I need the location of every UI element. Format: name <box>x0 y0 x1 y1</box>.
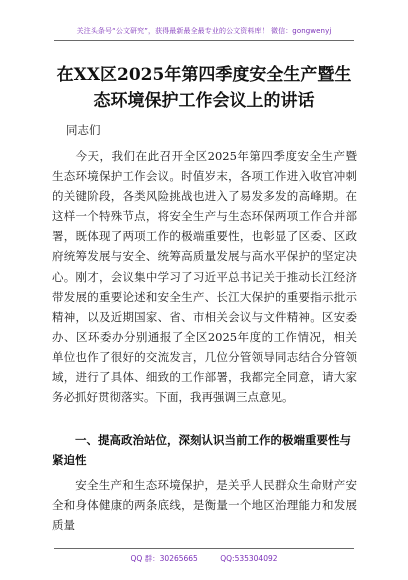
footer-qq: QQ:535304092 <box>220 554 278 563</box>
footer <box>0 553 408 564</box>
body-paragraph-1 <box>52 146 357 407</box>
footer-qq-group: QQ 群：30265665 <box>130 554 198 563</box>
body-paragraph-1-text: 今天，我们在此召开全区2025年第四季度安全生产暨生态环境保护工作会议。时值岁末，各项工作进入收官冲刺的关键阶段，各类风险挑战也进入了易发多发的高峰期。在这样一个特殊节点，将安全生产与生态环保两项工作合并部署，既体现了两项工作的极端重要性，也彰显了区委、区政府统筹发展与安全、统筹高质量发展与高水平保护的坚定决心。刚才，会议集中学习了习近平总书记关于推动长江经济带发展的重要论述和安全生产、长江大保护的重要指示批示精神，以及近期国家、省、市相关会议与文件精神。区安委办、区环委办分别通报了全区2025年度的工作情况，相关单位也作了很好的交流发言，几位分管领导同志结合分管领域，进行了具体、细致的工作部署，我都完全同意，请大家务必抓好贯彻落实。下面，我再强调三点意见。 <box>52 149 357 405</box>
section-heading-1-text: 一、提高政治站位，深刻认识当前工作的极端重要性与紧迫性 <box>52 433 351 467</box>
body-paragraph-2 <box>52 475 357 535</box>
title-line-2: 态环境保护工作会议上的讲话 <box>93 91 315 111</box>
header-note: 关注头条号“公文研究”，获得最新最全最专业的公文资料库！ 微信：gongwenyj <box>76 27 332 35</box>
body-paragraph-2-text: 安全生产和生态环境保护，是关乎人民群众生命财产安全和身体健康的两条底线，是衡量一个地区治理能力和发展质量 <box>52 478 357 533</box>
document-title <box>40 62 368 114</box>
salutation: 同志们 <box>66 123 101 137</box>
footer-divider <box>54 548 354 549</box>
section-heading-1 <box>52 430 357 470</box>
header-divider <box>54 40 354 41</box>
title-line-1: 在XX区2025年第四季度安全生产暨生 <box>56 65 352 85</box>
